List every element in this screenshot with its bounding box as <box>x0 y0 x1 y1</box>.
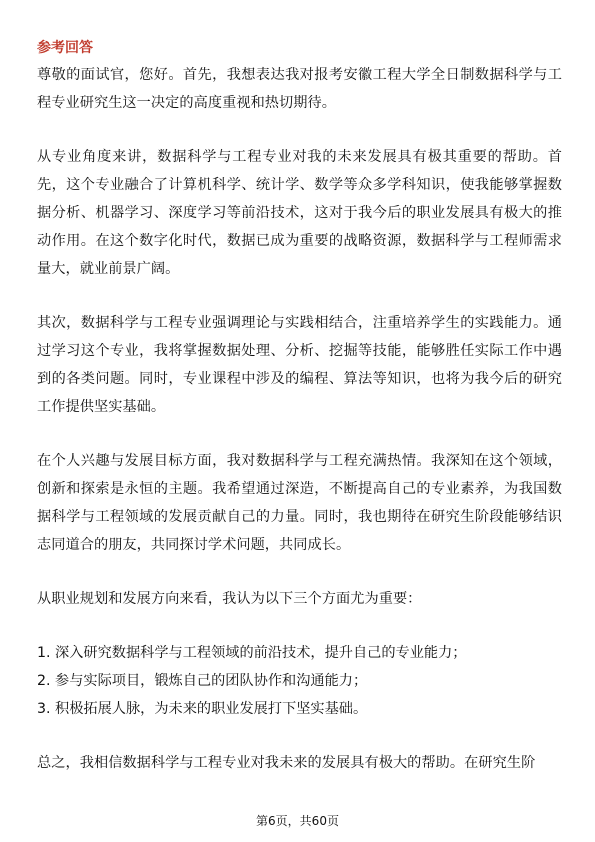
paragraph-greeting: 尊敬的面试官，您好。首先，我想表达我对报考安徽工程大学全日制数据科学与工程专业研究生这一决定的高度重视和热切期待。 <box>37 67 562 111</box>
section-heading: 参考回答 <box>37 40 93 56</box>
paragraph-gap <box>37 723 562 749</box>
page-number-footer: 第6页，共60页 <box>256 814 339 828</box>
paragraph-practice: 其次，数据科学与工程专业强调理论与实践相结合，注重培养学生的实践能力。通过学习这个专业，我将掌握数据处理、分析、挖掘等技能，能够胜任实际工作中遇到的各类问题。同时，专业课程中涉及的编程、算法等知识，也将为我今后的研究工作提供坚实基础。 <box>37 315 562 415</box>
paragraph-gap <box>37 421 562 447</box>
list-item: 1. 深入研究数据科学与工程领域的前沿技术，提升自己的专业能力； <box>37 645 467 661</box>
paragraph-gap <box>37 613 562 639</box>
paragraph-professional-view: 从专业角度来讲，数据科学与工程专业对我的未来发展具有极其重要的帮助。首先，这个专业融合了计算机科学、统计学、数学等众多学科知识，使我能够掌握数据分析、机器学习、深度学习等前沿技术，这对于我今后的职业发展具有极大的推动作用。在这个数字化时代，数据已成为重要的战略资源，数据科学与工程师需求量大，就业前景广阔。 <box>37 149 562 277</box>
paragraph-gap <box>37 559 562 585</box>
list-item: 3. 积极拓展人脉，为未来的职业发展打下坚实基础。 <box>37 701 368 717</box>
paragraph-gap <box>37 117 562 143</box>
list-item: 2. 参与实际项目，锻炼自己的团队协作和沟通能力； <box>37 673 368 689</box>
answer-body <box>37 61 562 777</box>
paragraph-gap <box>37 283 562 309</box>
paragraph-interest: 在个人兴趣与发展目标方面，我对数据科学与工程充满热情。我深知在这个领域，创新和探索是永恒的主题。我希望通过深造，不断提高自己的专业素养，为我国数据科学与工程领域的发展贡献自己的力量。同时，我也期待在研究生阶段能够结识志同道合的朋友，共同探讨学术问题，共同成长。 <box>37 453 562 553</box>
paragraph-closing: 总之，我相信数据科学与工程专业对我未来的发展具有极大的帮助。在研究生阶 <box>37 755 536 771</box>
paragraph-career-intro: 从职业规划和发展方向来看，我认为以下三个方面尤为重要： <box>37 591 422 607</box>
